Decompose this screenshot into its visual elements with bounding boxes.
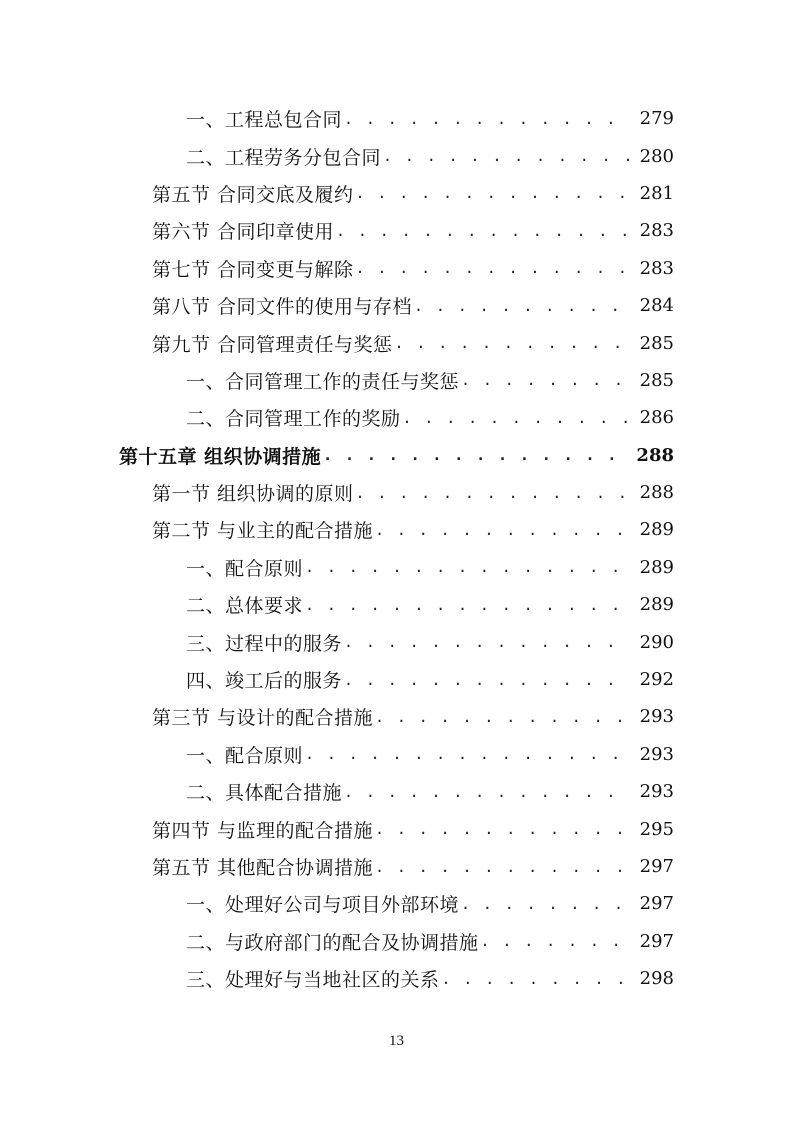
toc-entry-title: 第八节 合同文件的使用与存档 (152, 296, 413, 319)
dot-leader (414, 296, 630, 316)
toc-entry-title: 二、具体配合措施 (186, 782, 343, 805)
toc-entry-page: 292 (639, 669, 674, 691)
toc-entry-page: 283 (639, 220, 674, 242)
toc-entry-page: 285 (639, 369, 674, 391)
toc-entry-title: 三、过程中的服务 (186, 632, 343, 655)
toc-entry-title: 第四节 与监理的配合措施 (152, 819, 374, 842)
toc-entry-page: 297 (639, 856, 674, 877)
toc-entry-title: 一、合同管理工作的责任与奖惩 (186, 370, 460, 393)
toc-entry-page: 289 (639, 594, 674, 616)
toc-entry[interactable] (0, 287, 793, 324)
toc-entry-page: 285 (639, 332, 674, 354)
toc-entry[interactable] (0, 100, 793, 137)
toc-entry-title: 一、配合原则 (186, 557, 304, 580)
page-number: 13 (389, 1033, 404, 1049)
toc-entry[interactable] (0, 586, 793, 623)
toc-entry[interactable] (0, 623, 793, 660)
toc-entry[interactable] (0, 474, 793, 511)
toc-entry-title: 第六节 合同印章使用 (152, 221, 335, 244)
table-of-contents (0, 100, 793, 997)
toc-entry-page: 297 (639, 893, 674, 915)
dot-leader (481, 931, 630, 951)
toc-entry-page: 283 (639, 257, 674, 279)
dot-leader (383, 146, 630, 166)
toc-entry[interactable] (0, 549, 793, 586)
toc-entry[interactable] (0, 810, 793, 847)
toc-entry-page: 280 (639, 145, 674, 167)
toc-chapter-entry[interactable] (0, 437, 793, 474)
toc-entry[interactable] (0, 362, 793, 399)
toc-entry-page: 298 (639, 968, 674, 990)
toc-entry[interactable] (0, 250, 793, 287)
toc-entry[interactable] (0, 399, 793, 436)
toc-entry-title: 第五节 合同交底及履约 (152, 183, 354, 206)
dot-leader (461, 894, 630, 914)
dot-leader (344, 632, 630, 652)
toc-entry[interactable] (0, 848, 793, 885)
toc-entry-page: 288 (639, 482, 674, 504)
toc-entry-page: 295 (639, 818, 674, 840)
dot-leader (356, 483, 630, 503)
toc-entry-title: 二、与政府部门的配合及协调措施 (186, 931, 479, 954)
toc-entry-title: 第七节 合同变更与解除 (152, 258, 354, 281)
toc-entry-page: 281 (639, 182, 674, 204)
dot-leader (356, 183, 630, 203)
dot-leader (395, 333, 630, 353)
toc-entry-page: 293 (639, 706, 674, 728)
toc-entry-page: 289 (639, 556, 674, 578)
toc-entry[interactable] (0, 137, 793, 174)
toc-entry[interactable] (0, 885, 793, 922)
dot-leader (305, 595, 630, 615)
toc-entry-page: 293 (639, 781, 674, 803)
toc-entry-page: 297 (639, 930, 674, 952)
toc-entry-title: 一、工程总包合同 (186, 109, 343, 132)
dot-leader (375, 520, 630, 540)
toc-entry[interactable] (0, 324, 793, 361)
toc-entry-title: 三、处理好与当地社区的关系 (186, 969, 440, 992)
toc-entry-page: 289 (639, 519, 674, 541)
toc-entry[interactable] (0, 923, 793, 960)
dot-leader (375, 857, 630, 877)
toc-entry[interactable] (0, 960, 793, 997)
toc-entry-title: 第二节 与业主的配合措施 (152, 520, 374, 543)
toc-entry-title: 一、配合原则 (186, 744, 304, 767)
toc-entry-title: 一、处理好公司与项目外部环境 (186, 894, 460, 917)
toc-entry[interactable] (0, 736, 793, 773)
toc-entry-page: 293 (639, 743, 674, 765)
toc-entry-page: 279 (639, 108, 674, 130)
toc-entry-title: 第十五章 组织协调措施 (119, 445, 322, 468)
toc-entry-page: 288 (636, 444, 674, 466)
toc-entry-title: 第三节 与设计的配合措施 (152, 707, 374, 730)
dot-leader (305, 744, 630, 764)
toc-entry[interactable] (0, 212, 793, 249)
dot-leader (375, 707, 630, 727)
toc-entry[interactable] (0, 175, 793, 212)
dot-leader (442, 969, 630, 989)
toc-entry[interactable] (0, 773, 793, 810)
toc-entry-title: 二、工程劳务分包合同 (186, 146, 382, 169)
dot-leader (305, 557, 630, 577)
dot-leader (344, 670, 630, 690)
toc-entry-page: 290 (639, 631, 674, 653)
dot-leader (336, 221, 630, 241)
toc-entry-title: 四、竣工后的服务 (186, 670, 343, 693)
toc-entry[interactable] (0, 698, 793, 735)
toc-entry-page: 286 (639, 407, 674, 429)
toc-entry-title: 第九节 合同管理责任与奖惩 (152, 333, 393, 356)
dot-leader (461, 370, 630, 390)
dot-leader (403, 408, 630, 428)
toc-entry-title: 第一节 组织协调的原则 (152, 483, 354, 506)
toc-entry[interactable] (0, 661, 793, 698)
dot-leader (344, 109, 630, 129)
toc-entry-title: 第五节 其他配合协调措施 (152, 857, 374, 879)
toc-entry-title: 二、合同管理工作的奖励 (186, 408, 401, 431)
dot-leader (356, 258, 630, 278)
dot-leader (344, 782, 630, 802)
toc-entry-title: 二、总体要求 (186, 595, 304, 618)
dot-leader (323, 445, 630, 465)
toc-entry[interactable] (0, 511, 793, 548)
toc-entry-page: 284 (639, 295, 674, 317)
dot-leader (375, 819, 630, 839)
